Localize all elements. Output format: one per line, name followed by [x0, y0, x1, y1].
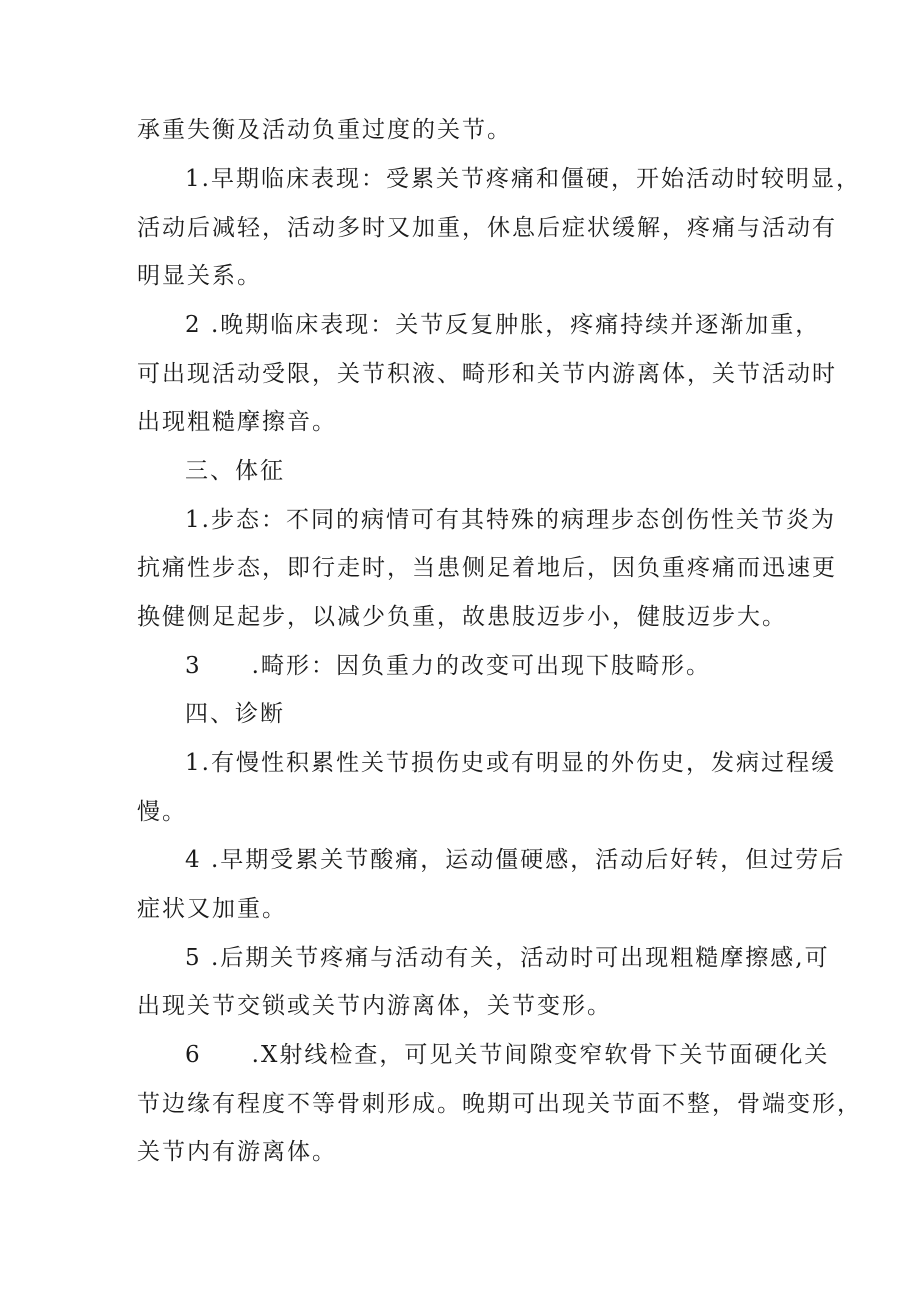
text-line: 抗痛性步态，即行走时，当患侧足着地后，因负重疼痛而迅速更 — [137, 555, 837, 581]
text-line: 关节内有游离体。 — [137, 1139, 337, 1165]
text-line: 1.步态：不同的病情可有其特殊的病理步态创伤性关节炎为 — [185, 507, 836, 533]
text-line: 出现粗糙摩擦音。 — [137, 409, 337, 435]
section-heading: 四、诊断 — [185, 701, 285, 727]
text-line: 慢。 — [137, 799, 187, 825]
text-line: 活动后减轻，活动多时又加重，休息后症状缓解，疼痛与活动有 — [137, 215, 837, 241]
text-line: 6 .X射线检查，可见关节间隙变窄软骨下关节面硬化关 — [185, 1042, 830, 1068]
text-line: 2 .晚期临床表现：关节反复肿胀，疼痛持续并逐渐加重， — [185, 312, 821, 338]
text-line: 5 .后期关节疼痛与活动有关，活动时可出现粗糙摩擦感,可 — [185, 945, 830, 971]
text-line: 出现关节交锁或关节内游离体，关节变形。 — [137, 993, 612, 1019]
text-line: 可出现活动受限，关节积液、畸形和关节内游离体，关节活动时 — [137, 361, 837, 387]
section-heading: 三、体征 — [185, 458, 285, 484]
text-line: 明显关系。 — [137, 263, 262, 289]
text-line: 4 .早期受累关节酸痛，运动僵硬感，活动后好转，但过劳后 — [185, 847, 846, 873]
text-line: 症状又加重。 — [137, 896, 287, 922]
text-line: 1.早期临床表现：受累关节疼痛和僵硬，开始活动时较明显， — [185, 166, 861, 192]
text-line: 1.有慢性积累性关节损伤史或有明显的外伤史，发病过程缓 — [185, 750, 836, 776]
text-line: 3 .畸形：因负重力的改变可出现下肢畸形。 — [185, 653, 711, 679]
text-line: 节边缘有程度不等骨刺形成。晚期可出现关节面不整，骨端变形， — [137, 1091, 862, 1117]
text-line: 换健侧足起步，以减少负重，故患肢迈步小，健肢迈步大。 — [137, 604, 787, 630]
text-line: 承重失衡及活动负重过度的关节。 — [137, 117, 512, 143]
